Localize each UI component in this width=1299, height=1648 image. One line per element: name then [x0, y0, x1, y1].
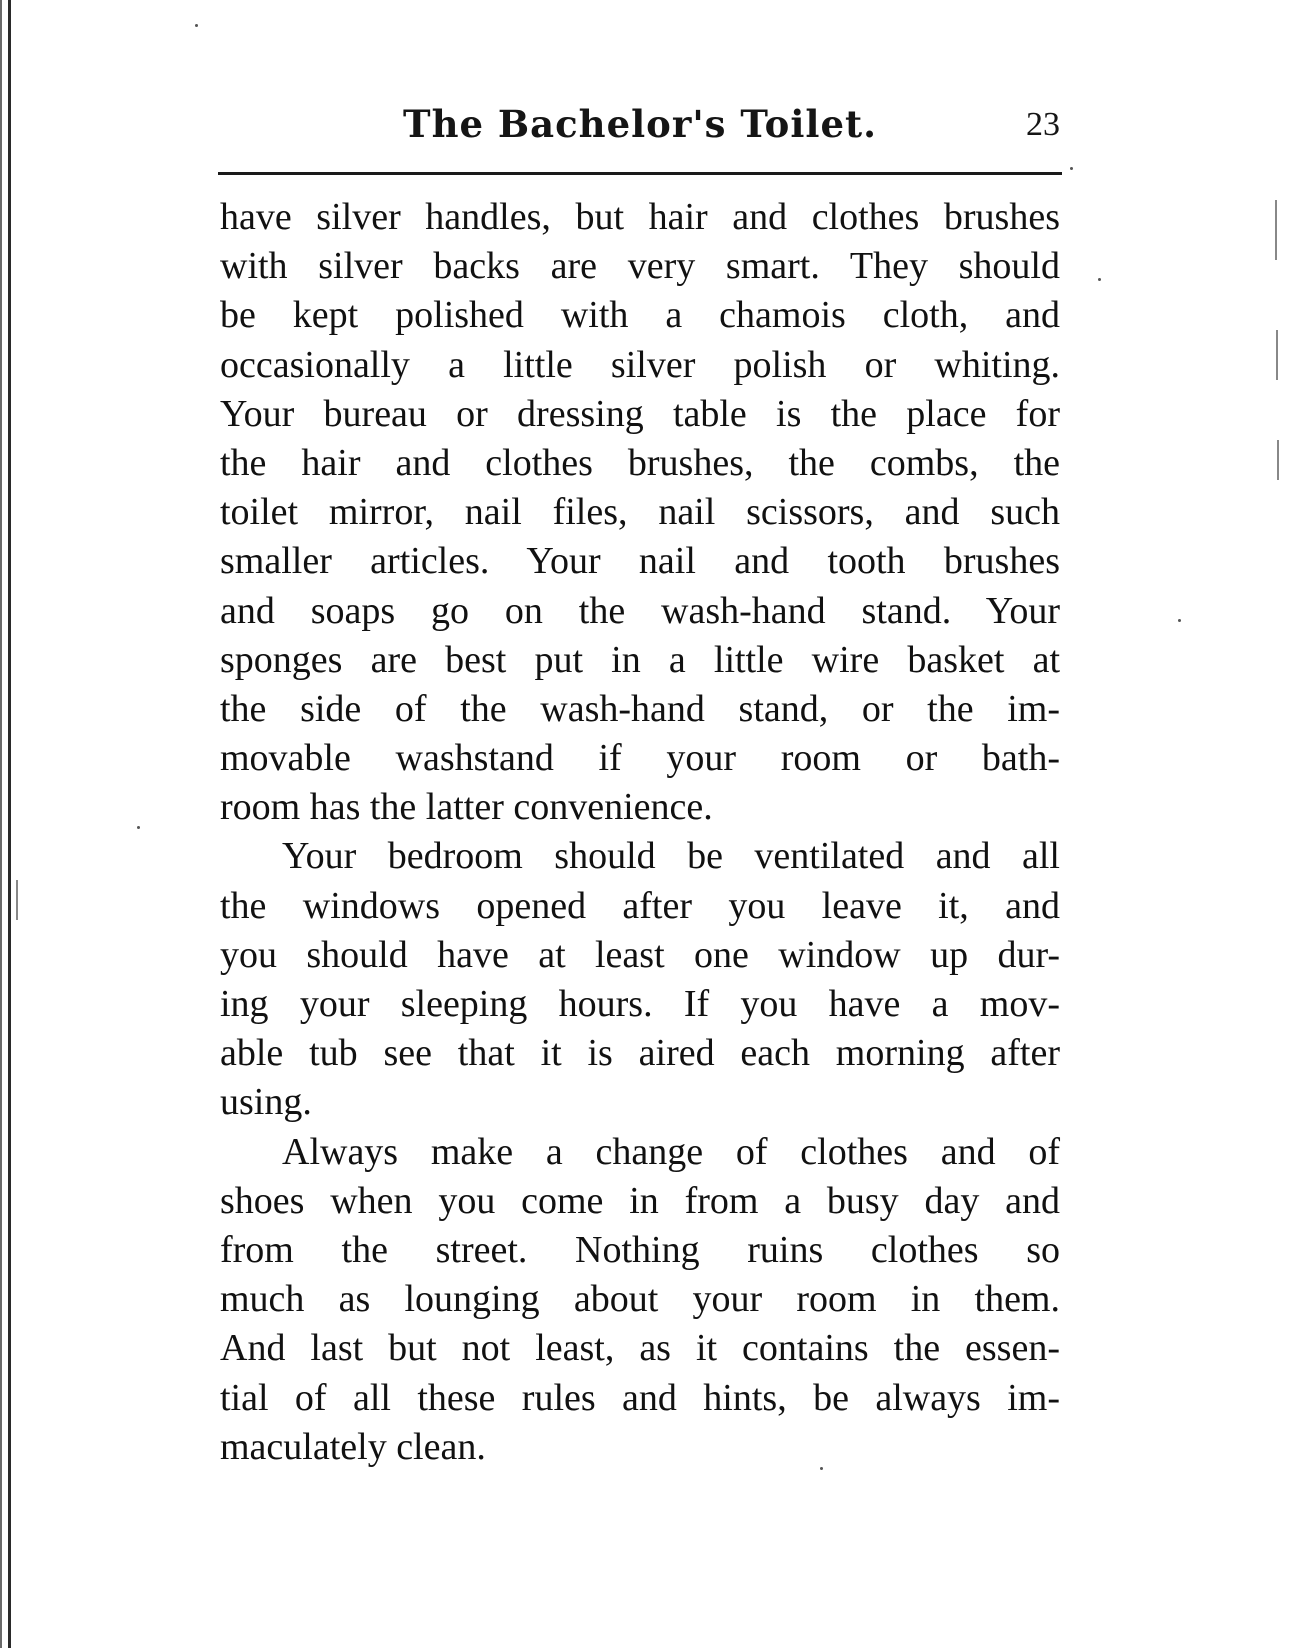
text-line: Your bedroom should be ventilated and all	[282, 835, 1060, 878]
header-rule	[218, 172, 1062, 175]
scan-edge-shadow	[0, 0, 2, 1648]
text-line: ing your sleeping hours. If you have a mov-	[220, 983, 1060, 1025]
text-line: from the street. Nothing ruins clothes so	[220, 1228, 1060, 1271]
text-line: And last but not least, as it contains the essen-	[220, 1327, 1060, 1370]
scan-edge-tick	[16, 880, 18, 920]
text-line: Always make a change of clothes and of	[282, 1130, 1060, 1173]
scan-edge-tick	[1276, 330, 1278, 380]
text-line: toilet mirror, nail files, nail scissors, and such	[220, 491, 1060, 534]
text-line: room has the latter convenience.	[220, 786, 713, 829]
text-line: the windows opened after you leave it, and	[220, 884, 1060, 927]
text-line: able tub see that it is aired each morning after	[220, 1032, 1060, 1075]
scan-speck	[1070, 167, 1073, 170]
text-line: sponges are best put in a little wire basket at	[220, 638, 1060, 681]
scan-speck	[137, 826, 140, 829]
scan-speck	[1098, 278, 1101, 281]
scan-edge-tick	[1277, 440, 1279, 480]
text-line: with silver backs are very smart. They should	[220, 245, 1060, 288]
scan-speck	[195, 24, 198, 27]
text-line: maculately clean.	[220, 1425, 486, 1468]
text-line: the side of the wash-hand stand, or the im-	[220, 687, 1060, 730]
paragraph	[220, 193, 1060, 832]
text-line: tial of all these rules and hints, be always im-	[220, 1376, 1060, 1419]
text-line: and soaps go on the wash-hand stand. Your	[220, 589, 1060, 632]
scan-speck	[820, 1467, 823, 1470]
page-number: 23	[1026, 106, 1060, 143]
body-text	[220, 193, 1060, 1472]
scan-speck	[1178, 619, 1181, 622]
text-line: movable washstand if your room or bath-	[220, 737, 1060, 780]
text-line: be kept polished with a chamois cloth, and	[220, 294, 1060, 337]
paragraph	[220, 1128, 1060, 1472]
text-line: smaller articles. Your nail and tooth brushes	[220, 540, 1060, 583]
paragraph	[220, 832, 1060, 1127]
text-line: shoes when you come in from a busy day and	[220, 1179, 1060, 1222]
scan-edge-tick	[1275, 200, 1277, 260]
text-line: occasionally a little silver polish or whiting.	[220, 343, 1060, 386]
text-line: much as lounging about your room in them.	[220, 1278, 1060, 1321]
page-header	[220, 100, 1060, 160]
running-title: The Bachelor's Toilet.	[403, 102, 877, 146]
text-line: have silver handles, but hair and clothes brushes	[220, 196, 1060, 238]
text-line: using.	[220, 1081, 312, 1124]
text-line: Your bureau or dressing table is the place for	[220, 392, 1060, 435]
text-line: you should have at least one window up dur-	[220, 933, 1060, 976]
scan-edge	[8, 0, 11, 1648]
text-line: the hair and clothes brushes, the combs, the	[220, 441, 1060, 484]
